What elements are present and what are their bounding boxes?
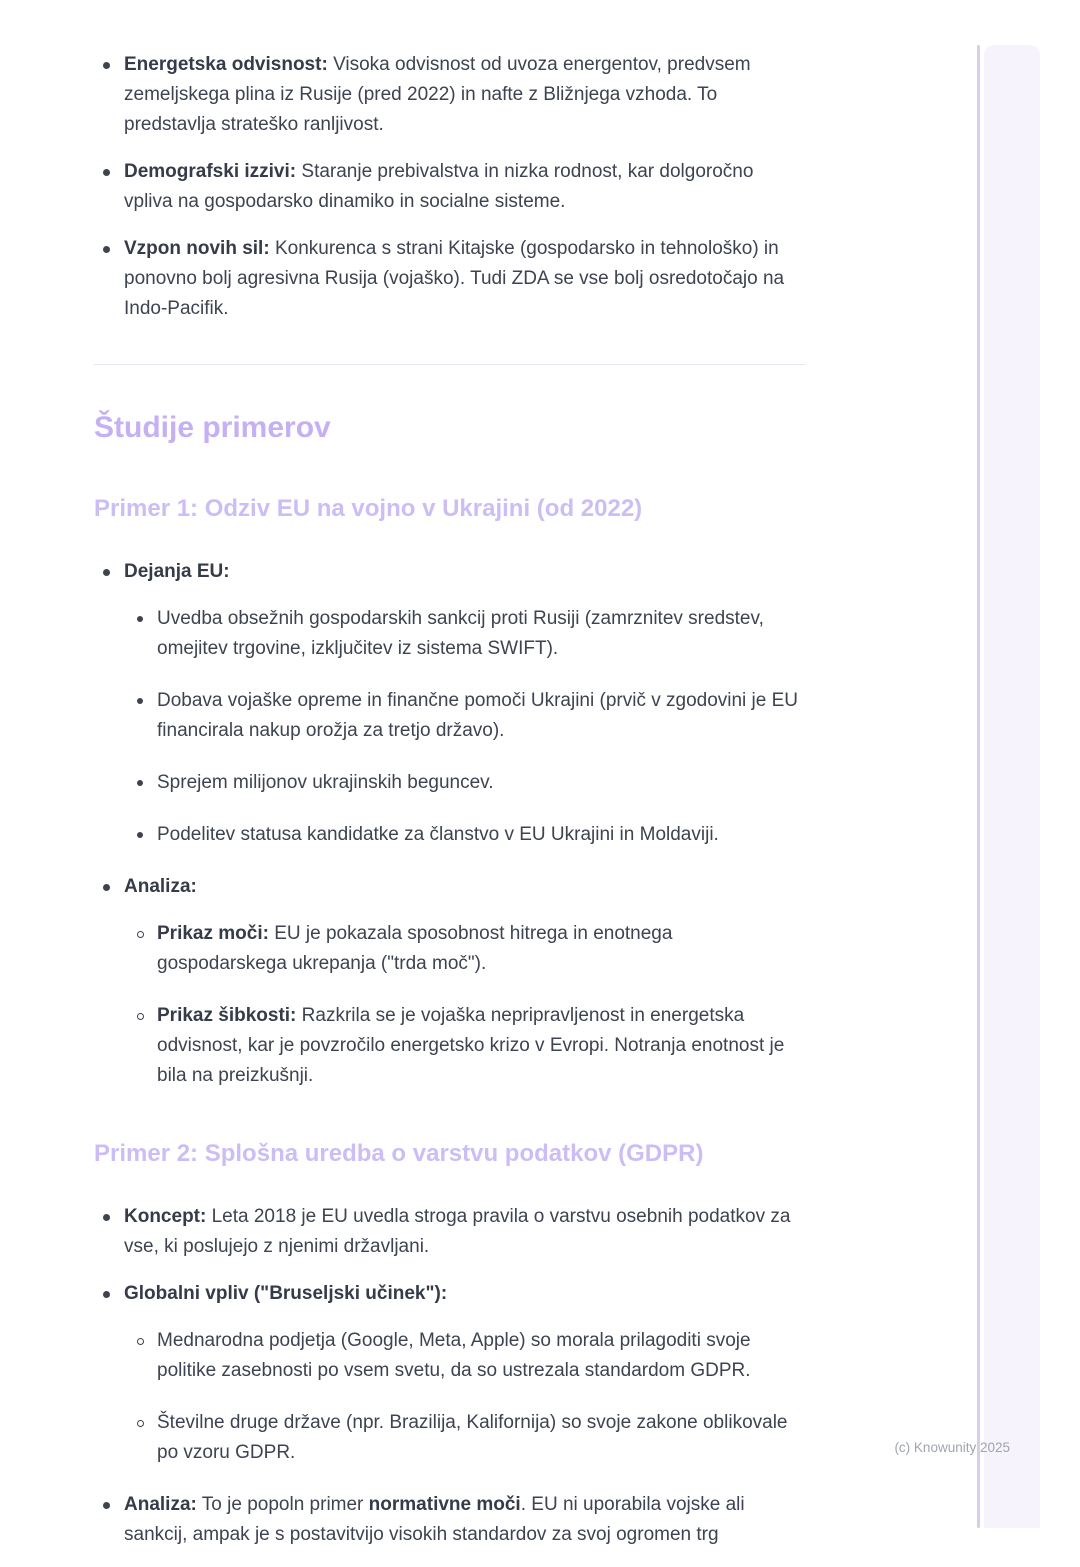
bullet-lead: Analiza: — [124, 876, 197, 897]
sub-bullet-text: Mednarodna podjetja (Google, Meta, Apple) so morala prilagoditi svoje politike zasebnosti po vsem svetu, da so ustrezala standardom GDPR. — [157, 1330, 751, 1381]
bullet-dot-icon — [103, 557, 124, 576]
page-edge-line — [977, 45, 980, 1528]
document-content — [94, 0, 806, 1567]
sub-bullet-item — [94, 1326, 806, 1386]
case1-analysis-sublist — [94, 919, 806, 1091]
sub-bullet-text — [157, 1001, 806, 1091]
bullet-dot-icon — [103, 50, 124, 69]
bullet-dot-icon — [103, 1490, 124, 1509]
case2-heading: Primer 2: Splošna uredba o varstvu podatkov (GDPR) — [94, 1140, 704, 1167]
bullet-body: Leta 2018 je EU uvedla stroga pravila o varstvu osebnih podatkov za vse, ki poslujejo z njenimi državljani. — [124, 1206, 791, 1257]
case1-actions-block — [94, 557, 806, 1091]
bullet-lead: Koncept: — [124, 1206, 207, 1227]
bullet-item — [94, 157, 806, 217]
bullet-lead: Vzpon novih sil: — [124, 238, 270, 259]
bullet-item — [94, 557, 806, 587]
case1-actions-sublist — [94, 604, 806, 850]
sub-bullet-text: Podelitev statusa kandidatke za članstvo v EU Ukrajini in Moldaviji. — [157, 824, 719, 845]
bullet-text — [124, 157, 806, 217]
sub-bullet-item — [94, 768, 806, 798]
case2-block — [94, 1202, 806, 1550]
bullet-text — [124, 1202, 806, 1262]
bullet-dot-icon — [103, 1202, 124, 1221]
bullet-dot-icon — [103, 157, 124, 176]
sub-bullet-item — [94, 919, 806, 979]
bullet-dot-icon — [137, 820, 157, 838]
case2-global-sublist — [94, 1326, 806, 1468]
bullet-body: EU je pokazala sposobnost hitrega in enotnega gospodarskega ukrepanja ("trda moč"). — [157, 923, 673, 974]
sub-bullet-text — [157, 919, 806, 979]
bullet-item — [94, 1490, 806, 1550]
bullet-lead: Dejanja EU: — [124, 561, 230, 582]
sub-bullet-item — [94, 820, 806, 850]
bullet-dot-icon — [103, 1279, 124, 1298]
sub-bullet-text: Uvedba obsežnih gospodarskih sankcij proti Rusiji (zamrznitev sredstev, omejitev trgovine, izključitev iz sistema SWIFT). — [157, 608, 764, 659]
bullet-text — [124, 1279, 806, 1309]
sub-bullet-item — [94, 686, 806, 746]
bullet-circle-icon — [137, 1001, 157, 1020]
bullet-dot-icon — [137, 604, 157, 622]
bullet-body: . EU ni uporabila vojske ali sankcij, ampak je s postavitvijo visokih standardov za svoj ogromen trg — [124, 1494, 745, 1545]
case1-heading: Primer 1: Odziv EU na vojno v Ukrajini (od 2022) — [94, 495, 643, 522]
bullet-lead: Globalni vpliv ("Bruseljski učinek"): — [124, 1283, 448, 1304]
bullet-dot-icon — [137, 686, 157, 704]
bullet-dot-icon — [137, 768, 157, 786]
bullet-lead: Analiza: — [124, 1494, 197, 1515]
bullet-text — [124, 50, 806, 140]
bullet-body: Staranje prebivalstva in nizka rodnost, kar dolgoročno vpliva na gospodarsko dinamiko in socialne sisteme. — [124, 161, 754, 212]
bullet-text — [124, 234, 806, 324]
right-margin-strip — [984, 45, 1040, 1528]
section-divider — [94, 364, 806, 365]
sub-bullet-item — [94, 604, 806, 664]
bullet-body: Konkurenca s strani Kitajske (gospodarsko in tehnološko) in ponovno bolj agresivna Rusija (vojaško). Tudi ZDA se vse bolj osredotočajo na Indo-Pacifik. — [124, 238, 785, 319]
bullet-item — [94, 234, 806, 324]
bullet-lead: Energetska odvisnost: — [124, 54, 328, 75]
bullet-circle-icon — [137, 1408, 157, 1427]
copyright-watermark: (c) Knowunity 2025 — [894, 1440, 1010, 1455]
bullet-text — [124, 1490, 806, 1550]
bullet-bold-phrase: normativne moči — [368, 1494, 521, 1515]
bullet-text — [124, 557, 806, 587]
bullet-circle-icon — [137, 919, 157, 938]
sub-bullet-text: Sprejem milijonov ukrajinskih beguncev. — [157, 772, 494, 793]
section-title: Študije primerov — [94, 411, 331, 444]
bullet-dot-icon — [103, 872, 124, 891]
sub-bullet-text: Številne druge države (npr. Brazilija, Kalifornija) so svoje zakone oblikovale po vzoru GDPR. — [157, 1412, 788, 1463]
sub-bullet-item — [94, 1001, 806, 1091]
bullet-body: Razkrila se je vojaška nepripravljenost in energetska odvisnost, kar je povzročilo energetsko krizo v Evropi. Notranja enotnost je bila na preizkušnji. — [157, 1005, 785, 1086]
bullet-item — [94, 50, 806, 140]
bullet-circle-icon — [137, 1326, 157, 1345]
bullet-dot-icon — [103, 234, 124, 253]
bullet-item — [94, 872, 806, 902]
bullet-lead: Prikaz šibkosti: — [157, 1005, 297, 1026]
sub-bullet-item — [94, 1408, 806, 1468]
bullet-lead: Demografski izzivi: — [124, 161, 297, 182]
bullet-item — [94, 1202, 806, 1262]
sub-bullet-text: Dobava vojaške opreme in finančne pomoči Ukrajini (prvič v zgodovini je EU financirala nakup orožja za tretjo državo). — [157, 690, 799, 741]
bullet-lead: Prikaz moči: — [157, 923, 269, 944]
intro-bullet-list — [94, 50, 806, 324]
bullet-item — [94, 1279, 806, 1309]
bullet-body: To je popoln primer — [201, 1494, 364, 1515]
bullet-body: Visoka odvisnost od uvoza energentov, predvsem zemeljskega plina iz Rusije (pred 2022) in nafte z Bližnjega vzhoda. To predstavlja strateško ranljivost. — [124, 54, 751, 135]
bullet-text — [124, 872, 806, 902]
